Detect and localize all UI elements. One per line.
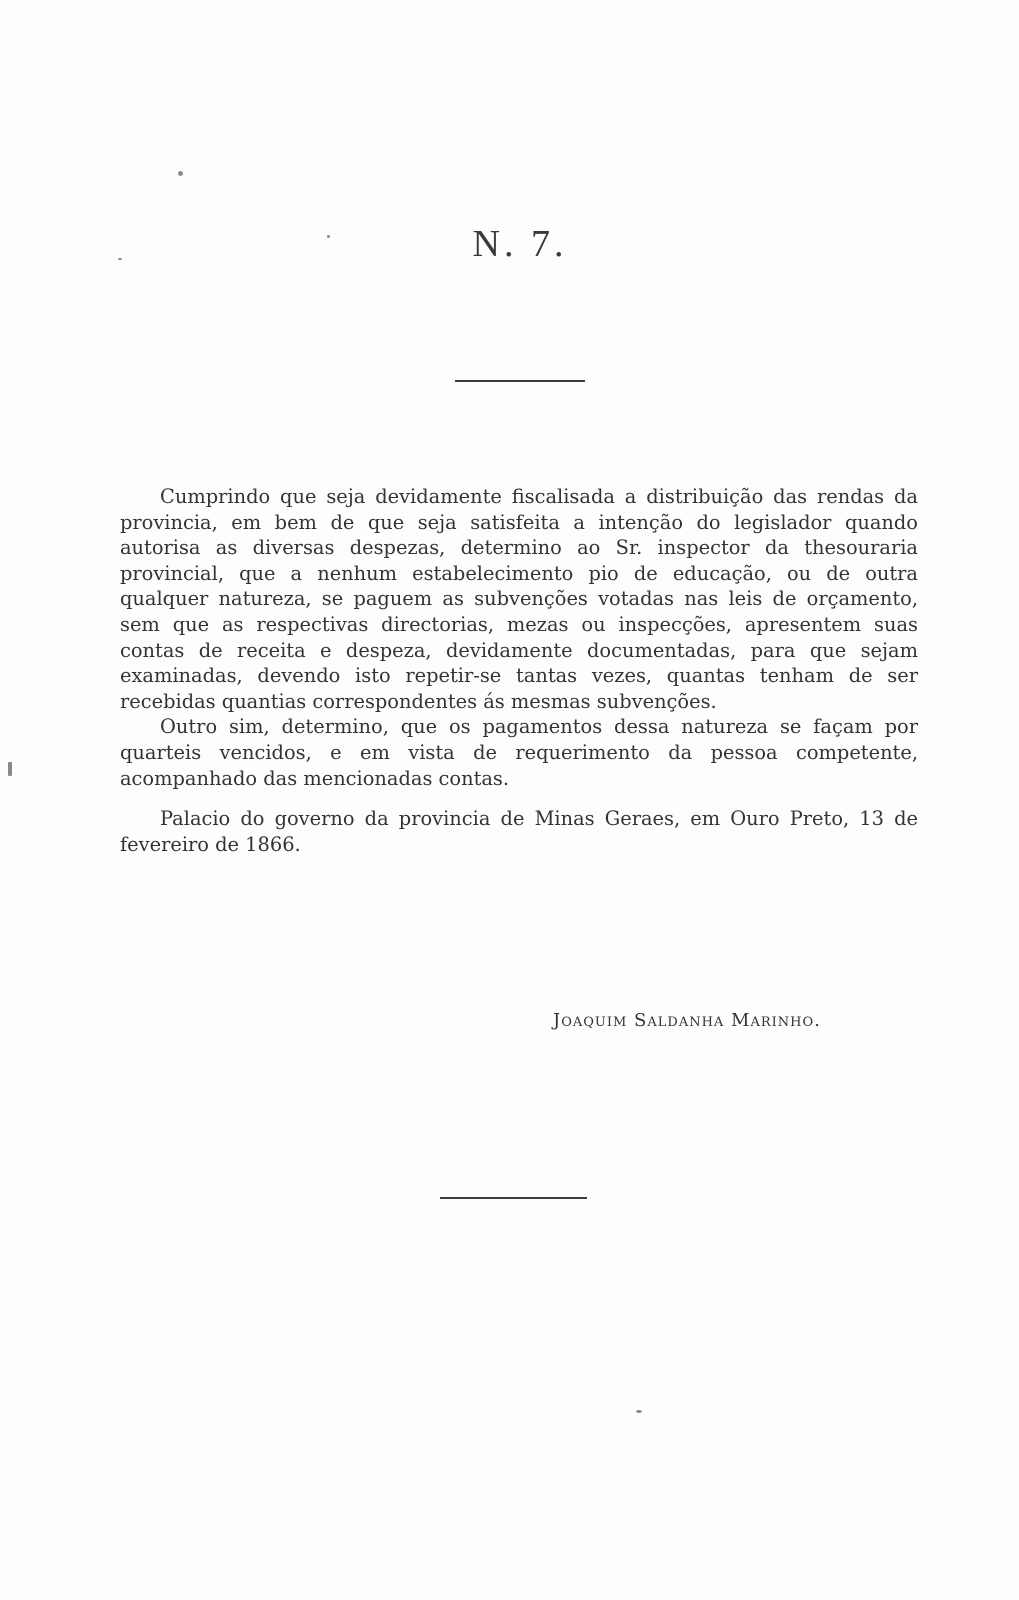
bottom-divider-rule — [440, 1197, 587, 1199]
document-number-heading: N. 7. — [472, 223, 568, 265]
print-speck — [636, 1410, 642, 1413]
paragraph-second: Outro sim, determino, que os pagamentos dessa natureza se façam por quarteis vencidos, e em vista de requerimento da pessoa competente, acompanhado das mencionadas contas. — [120, 715, 918, 790]
decree-body — [120, 484, 918, 857]
top-divider-rule — [455, 380, 585, 382]
date-line: Palacio do governo da provincia de Minas Geraes, em Ouro Preto, 13 de fevereiro de 1866. — [120, 807, 918, 856]
print-speck — [178, 171, 183, 176]
print-speck — [118, 258, 122, 260]
print-speck — [8, 762, 12, 776]
signature: Joaquim Saldanha Marinho. — [553, 1010, 821, 1031]
print-speck — [327, 235, 330, 238]
paragraph-main: Cumprindo que seja devidamente fiscalisada a distribuição das rendas da provincia, em bem de que seja satisfeita a intenção do legislador quando autorisa as diversas despezas, determino ao Sr. inspector da thesouraria provincial, que a nenhum estabelecimento pio de educação, ou de outra qualquer natureza, se paguem as subvenções votadas nas leis de orçamento, sem que as respectivas directorias, mezas ou inspecções, apresentem suas contas de receita e despeza, devidamente documentadas, para que sejam examinadas, devendo isto repetir-se tantas vezes, quantas tenham de ser recebidas quantias correspondentes ás mesmas subvenções. — [120, 485, 918, 713]
